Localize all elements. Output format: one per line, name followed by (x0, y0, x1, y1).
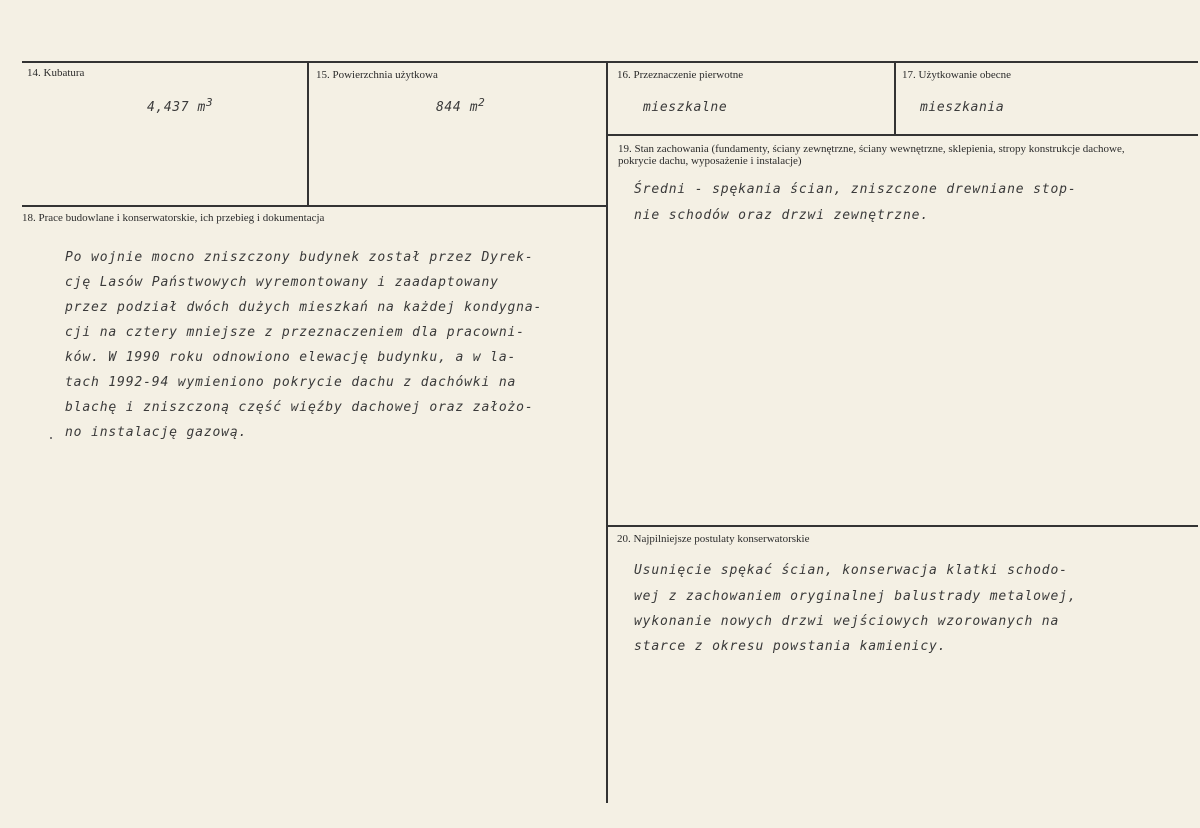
text-line: ków. W 1990 roku odnowiono elewację budynku, a w la- (65, 350, 517, 365)
divider-col2 (606, 63, 608, 803)
divider-col1 (307, 63, 309, 205)
field-value-kubatura: 4,437 $m^3$ (147, 96, 214, 115)
field-label-kubatura: 14. Kubatura (27, 67, 85, 79)
text-line: tach 1992-94 wymieniono pokrycie dachu z dachówki na (65, 375, 517, 390)
field-label-powierzchnia: 15. Powierzchnia użytkowa (316, 69, 438, 81)
divider-col3 (894, 63, 896, 135)
field-value-uzytkowanie: mieszkania (920, 100, 1005, 115)
text-line: przez podział dwóch dużych mieszkań na każdej kondygna- (65, 300, 543, 315)
text-line: wej z zachowaniem oryginalnej balustrady metalowej, (634, 589, 1077, 604)
field-label-przeznaczenie: 16. Przeznaczenie pierwotne (617, 69, 744, 81)
divider-row-right-bottom (606, 525, 1198, 527)
text-line: cji na cztery mniejsze z przeznaczeniem dla pracowni- (65, 325, 525, 340)
text-line: Po wojnie mocno zniszczony budynek został przez Dyrek- (65, 250, 534, 265)
field-label-uzytkowanie: 17. Użytkowanie obecne (902, 69, 1012, 81)
field-label-prace: 18. Prace budowlane i konserwatorskie, ich przebieg i dokumentacja (22, 212, 325, 224)
text-line: Usunięcie spękać ścian, konserwacja klatki schodo- (634, 563, 1068, 578)
stray-mark (50, 437, 52, 439)
field-label-postulaty: 20. Najpilniejsze postulaty konserwatorskie (617, 533, 810, 545)
top-border-line (22, 61, 1198, 63)
text-line: nie schodów oraz drzwi zewnętrzne. (634, 208, 930, 223)
field-value-przeznaczenie: mieszkalne (643, 100, 728, 115)
field-value-powierzchnia: 844 $m^2$ (436, 96, 486, 115)
divider-row-right-top (606, 134, 1198, 136)
text-line: wykonanie nowych drzwi wejściowych wzorowanych na (634, 614, 1060, 629)
text-line: starce z okresu powstania kamienicy. (634, 639, 947, 654)
text-line: blachę i zniszczoną część więźby dachowej oraz założo- (65, 400, 534, 415)
divider-row-left (22, 205, 608, 207)
text-line: no instalację gazową. (65, 425, 248, 440)
text-line: cję Lasów Państwowych wyremontowany i zaadaptowany (65, 275, 499, 290)
text-line: Średni - spękania ścian, zniszczone drewniane stop- (634, 182, 1077, 197)
field-label-stan: 19. Stan zachowania (fundamenty, ściany zewnętrzne, ściany wewnętrzne, sklepienia, stropy konstrukcje dachowe, pokrycie dachu, wyposażenie i instalacje) (618, 143, 1125, 167)
